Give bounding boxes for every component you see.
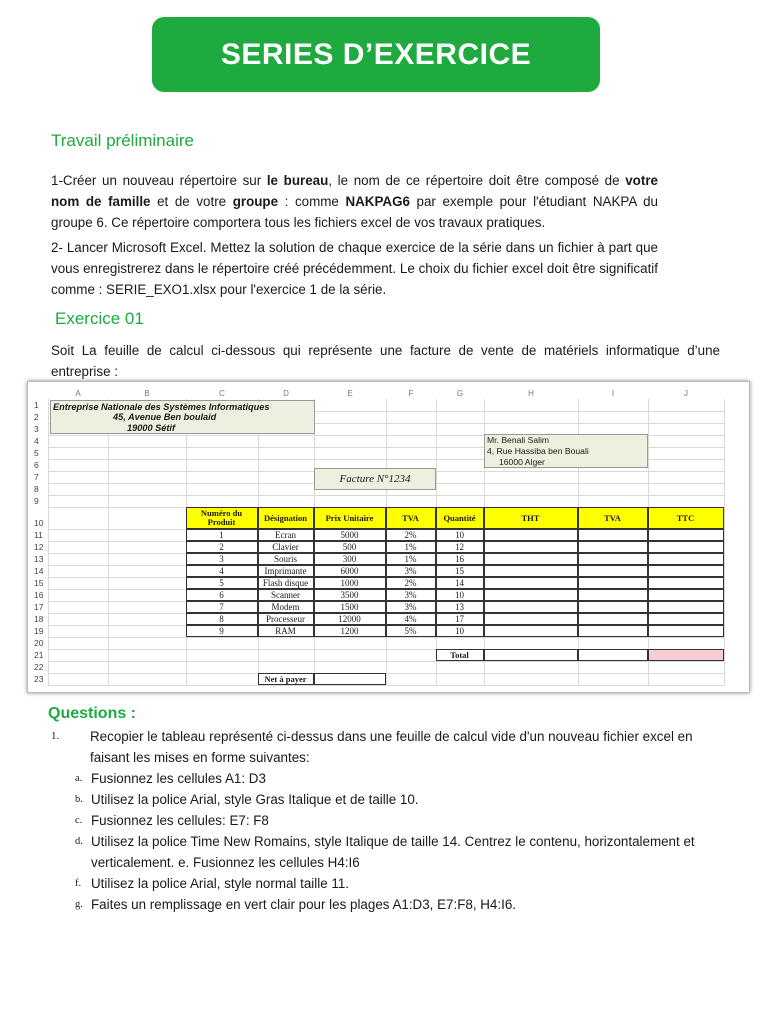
- table-cell: 8: [186, 613, 258, 625]
- table-cell: [648, 613, 724, 625]
- table-cell: 5%: [386, 625, 436, 637]
- company-name: Entreprise Nationale des Systèmes Informatiques: [53, 402, 270, 412]
- table-cell: [484, 589, 578, 601]
- table-cell: 12000: [314, 613, 386, 625]
- table-cell: Ecran: [258, 529, 314, 541]
- question-1: 1. Recopier le tableau représenté ci-dessus dans une feuille de calcul vide d'un nouveau fichier excel en faisant les mises en forme suivantes:: [51, 729, 693, 765]
- invoice-number-box: [314, 468, 436, 490]
- table-cell: 1%: [386, 541, 436, 553]
- table-header-cell: Numéro du Produit: [186, 507, 258, 529]
- table-cell: 9: [186, 625, 258, 637]
- client-name: Mr. Benali Salim: [487, 435, 550, 445]
- table-cell: 1000: [314, 577, 386, 589]
- table-cell: Souris: [258, 553, 314, 565]
- row-number: 23: [34, 674, 44, 684]
- table-cell: 16: [436, 553, 484, 565]
- table-header-cell: Prix Unitaire: [314, 507, 386, 529]
- table-cell: [578, 589, 648, 601]
- question-item: g. Faites un remplissage en vert clair pour les plages A1:D3, E7:F8, H4:I6.: [75, 897, 516, 912]
- table-cell: [484, 553, 578, 565]
- table-cell: [578, 625, 648, 637]
- total-label: Total: [436, 649, 484, 661]
- client-city: 16000 Alger: [499, 457, 545, 467]
- net-value: [314, 673, 386, 685]
- question-item: f. Utilisez la police Arial, style normal taille 11.: [75, 876, 349, 891]
- table-cell: 300: [314, 553, 386, 565]
- table-header-cell: THT: [484, 507, 578, 529]
- table-cell: [484, 601, 578, 613]
- exercise-heading: Exercice 01: [55, 309, 144, 328]
- table-cell: 17: [436, 613, 484, 625]
- table-cell: 2%: [386, 577, 436, 589]
- table-cell: Imprimante: [258, 565, 314, 577]
- table-cell: Flash disque: [258, 577, 314, 589]
- table-cell: [484, 625, 578, 637]
- table-header-cell: Désignation: [258, 507, 314, 529]
- table-cell: [648, 529, 724, 541]
- table-cell: [648, 553, 724, 565]
- table-cell: Scanner: [258, 589, 314, 601]
- client-address: 4, Rue Hassiba ben Bouali: [487, 446, 589, 456]
- total-tht: [484, 649, 578, 661]
- table-cell: [578, 529, 648, 541]
- table-cell: [648, 589, 724, 601]
- question-item: c. Fusionnez les cellules: E7: F8: [75, 813, 269, 828]
- row-number: 12: [34, 542, 44, 552]
- table-header-cell: TTC: [648, 507, 724, 529]
- table-cell: [484, 613, 578, 625]
- table-cell: [578, 553, 648, 565]
- table-cell: 1500: [314, 601, 386, 613]
- total-ttc: [648, 649, 724, 661]
- table-cell: 4%: [386, 613, 436, 625]
- table-header-cell: Quantité: [436, 507, 484, 529]
- question-item: d. Utilisez la police Time New Romains, style Italique de taille 14. Centrez le contenu, horizontalement et verticalement. e. Fusionnez les cellules H4:I6: [75, 834, 695, 870]
- page-title: SERIES D’EXERCICE: [220, 37, 532, 71]
- table-cell: 7: [186, 601, 258, 613]
- table-cell: [578, 565, 648, 577]
- row-number: 20: [34, 638, 44, 648]
- row-number: 18: [34, 614, 44, 624]
- table-cell: [648, 541, 724, 553]
- row-number: 19: [34, 626, 44, 636]
- table-cell: Processeur: [258, 613, 314, 625]
- table-cell: 6000: [314, 565, 386, 577]
- table-cell: 3500: [314, 589, 386, 601]
- column-headers: A B C D E F G H I J: [75, 389, 688, 398]
- table-cell: [648, 577, 724, 589]
- exercise-intro: Soit La feuille de calcul ci-dessous qui représente une facture de vente de matériels informatique d’une entreprise :: [51, 343, 720, 379]
- client-block: [484, 434, 648, 468]
- table-cell: 10: [436, 589, 484, 601]
- row-number: 21: [34, 650, 44, 660]
- table-cell: [648, 601, 724, 613]
- spreadsheet-image: [27, 381, 750, 693]
- table-cell: [578, 601, 648, 613]
- table-cell: 12: [436, 541, 484, 553]
- table-cell: [484, 565, 578, 577]
- table-header-cell: TVA: [386, 507, 436, 529]
- row-number: 11: [34, 530, 43, 540]
- table-cell: Modem: [258, 601, 314, 613]
- table-cell: 1%: [386, 553, 436, 565]
- company-block: [50, 400, 315, 434]
- row-number: 3: [34, 424, 39, 434]
- table-cell: 10: [436, 625, 484, 637]
- prelim-paragraph-1: 1-Créer un nouveau répertoire sur le bureau, le nom de ce répertoire doit être composé de votre nom de famille et de votre groupe : comme NAKPAG6 par exemple pour l'étudiant NAKPA du groupe 6. Ce répertoire comportera tous les fichiers excel de vos travaux pratiques.: [51, 173, 658, 230]
- title-banner: [152, 17, 600, 92]
- company-city: 19000 Sétif: [127, 423, 176, 433]
- company-address: 45, Avenue Ben boulaid: [113, 412, 217, 422]
- table-cell: 1: [186, 529, 258, 541]
- table-cell: 1200: [314, 625, 386, 637]
- row-number: 5: [34, 448, 39, 458]
- row-number: 4: [34, 436, 39, 446]
- row-number: 13: [34, 554, 44, 564]
- question-item: a. Fusionnez les cellules A1: D3: [75, 771, 266, 786]
- table-cell: 3: [186, 553, 258, 565]
- row-number: 10: [34, 518, 44, 528]
- table-cell: 2%: [386, 529, 436, 541]
- row-number: 8: [34, 484, 39, 494]
- table-cell: 5: [186, 577, 258, 589]
- table-cell: [578, 613, 648, 625]
- prelim-heading: Travail préliminaire: [51, 131, 194, 150]
- questions-heading: Questions :: [48, 705, 137, 722]
- table-cell: Clavier: [258, 541, 314, 553]
- row-number: 2: [34, 412, 39, 422]
- table-cell: [648, 565, 724, 577]
- invoice-number: Facture N°1234: [339, 473, 411, 485]
- table-cell: [484, 529, 578, 541]
- prelim-paragraph-2: 2- Lancer Microsoft Excel. Mettez la solution de chaque exercice de la série dans un fichier à part que vous enregistrerez dans le répertoire créé précédemment. Le choix du fichier excel doit être significatif comme : SERIE_EXO1.xlsx pour l'exercice 1 de la série.: [51, 240, 658, 297]
- table-cell: 5000: [314, 529, 386, 541]
- table-cell: 15: [436, 565, 484, 577]
- table-cell: 10: [436, 529, 484, 541]
- table-cell: [578, 577, 648, 589]
- table-cell: 4: [186, 565, 258, 577]
- table-cell: 14: [436, 577, 484, 589]
- table-cell: 3%: [386, 565, 436, 577]
- table-cell: 3%: [386, 601, 436, 613]
- table-cell: 500: [314, 541, 386, 553]
- net-label: Net à payer: [258, 673, 314, 685]
- table-cell: [484, 577, 578, 589]
- table-cell: [648, 625, 724, 637]
- table-header-cell: TVA: [578, 507, 648, 529]
- row-number: 14: [34, 566, 44, 576]
- table-cell: 6: [186, 589, 258, 601]
- question-item: b. Utilisez la police Arial, style Gras Italique et de taille 10.: [75, 792, 419, 807]
- questions-list: [48, 726, 728, 915]
- row-number: 15: [34, 578, 44, 588]
- table-cell: 2: [186, 541, 258, 553]
- row-number: 6: [34, 460, 39, 470]
- row-number: 17: [34, 602, 44, 612]
- table-cell: RAM: [258, 625, 314, 637]
- row-number: 16: [34, 590, 44, 600]
- table-cell: [484, 541, 578, 553]
- row-number: 9: [34, 496, 39, 506]
- table-cell: [578, 541, 648, 553]
- table-cell: 13: [436, 601, 484, 613]
- total-tva: [578, 649, 648, 661]
- row-number: 7: [34, 472, 39, 482]
- table-cell: 3%: [386, 589, 436, 601]
- row-number: 22: [34, 662, 44, 672]
- row-number: 1: [34, 400, 39, 410]
